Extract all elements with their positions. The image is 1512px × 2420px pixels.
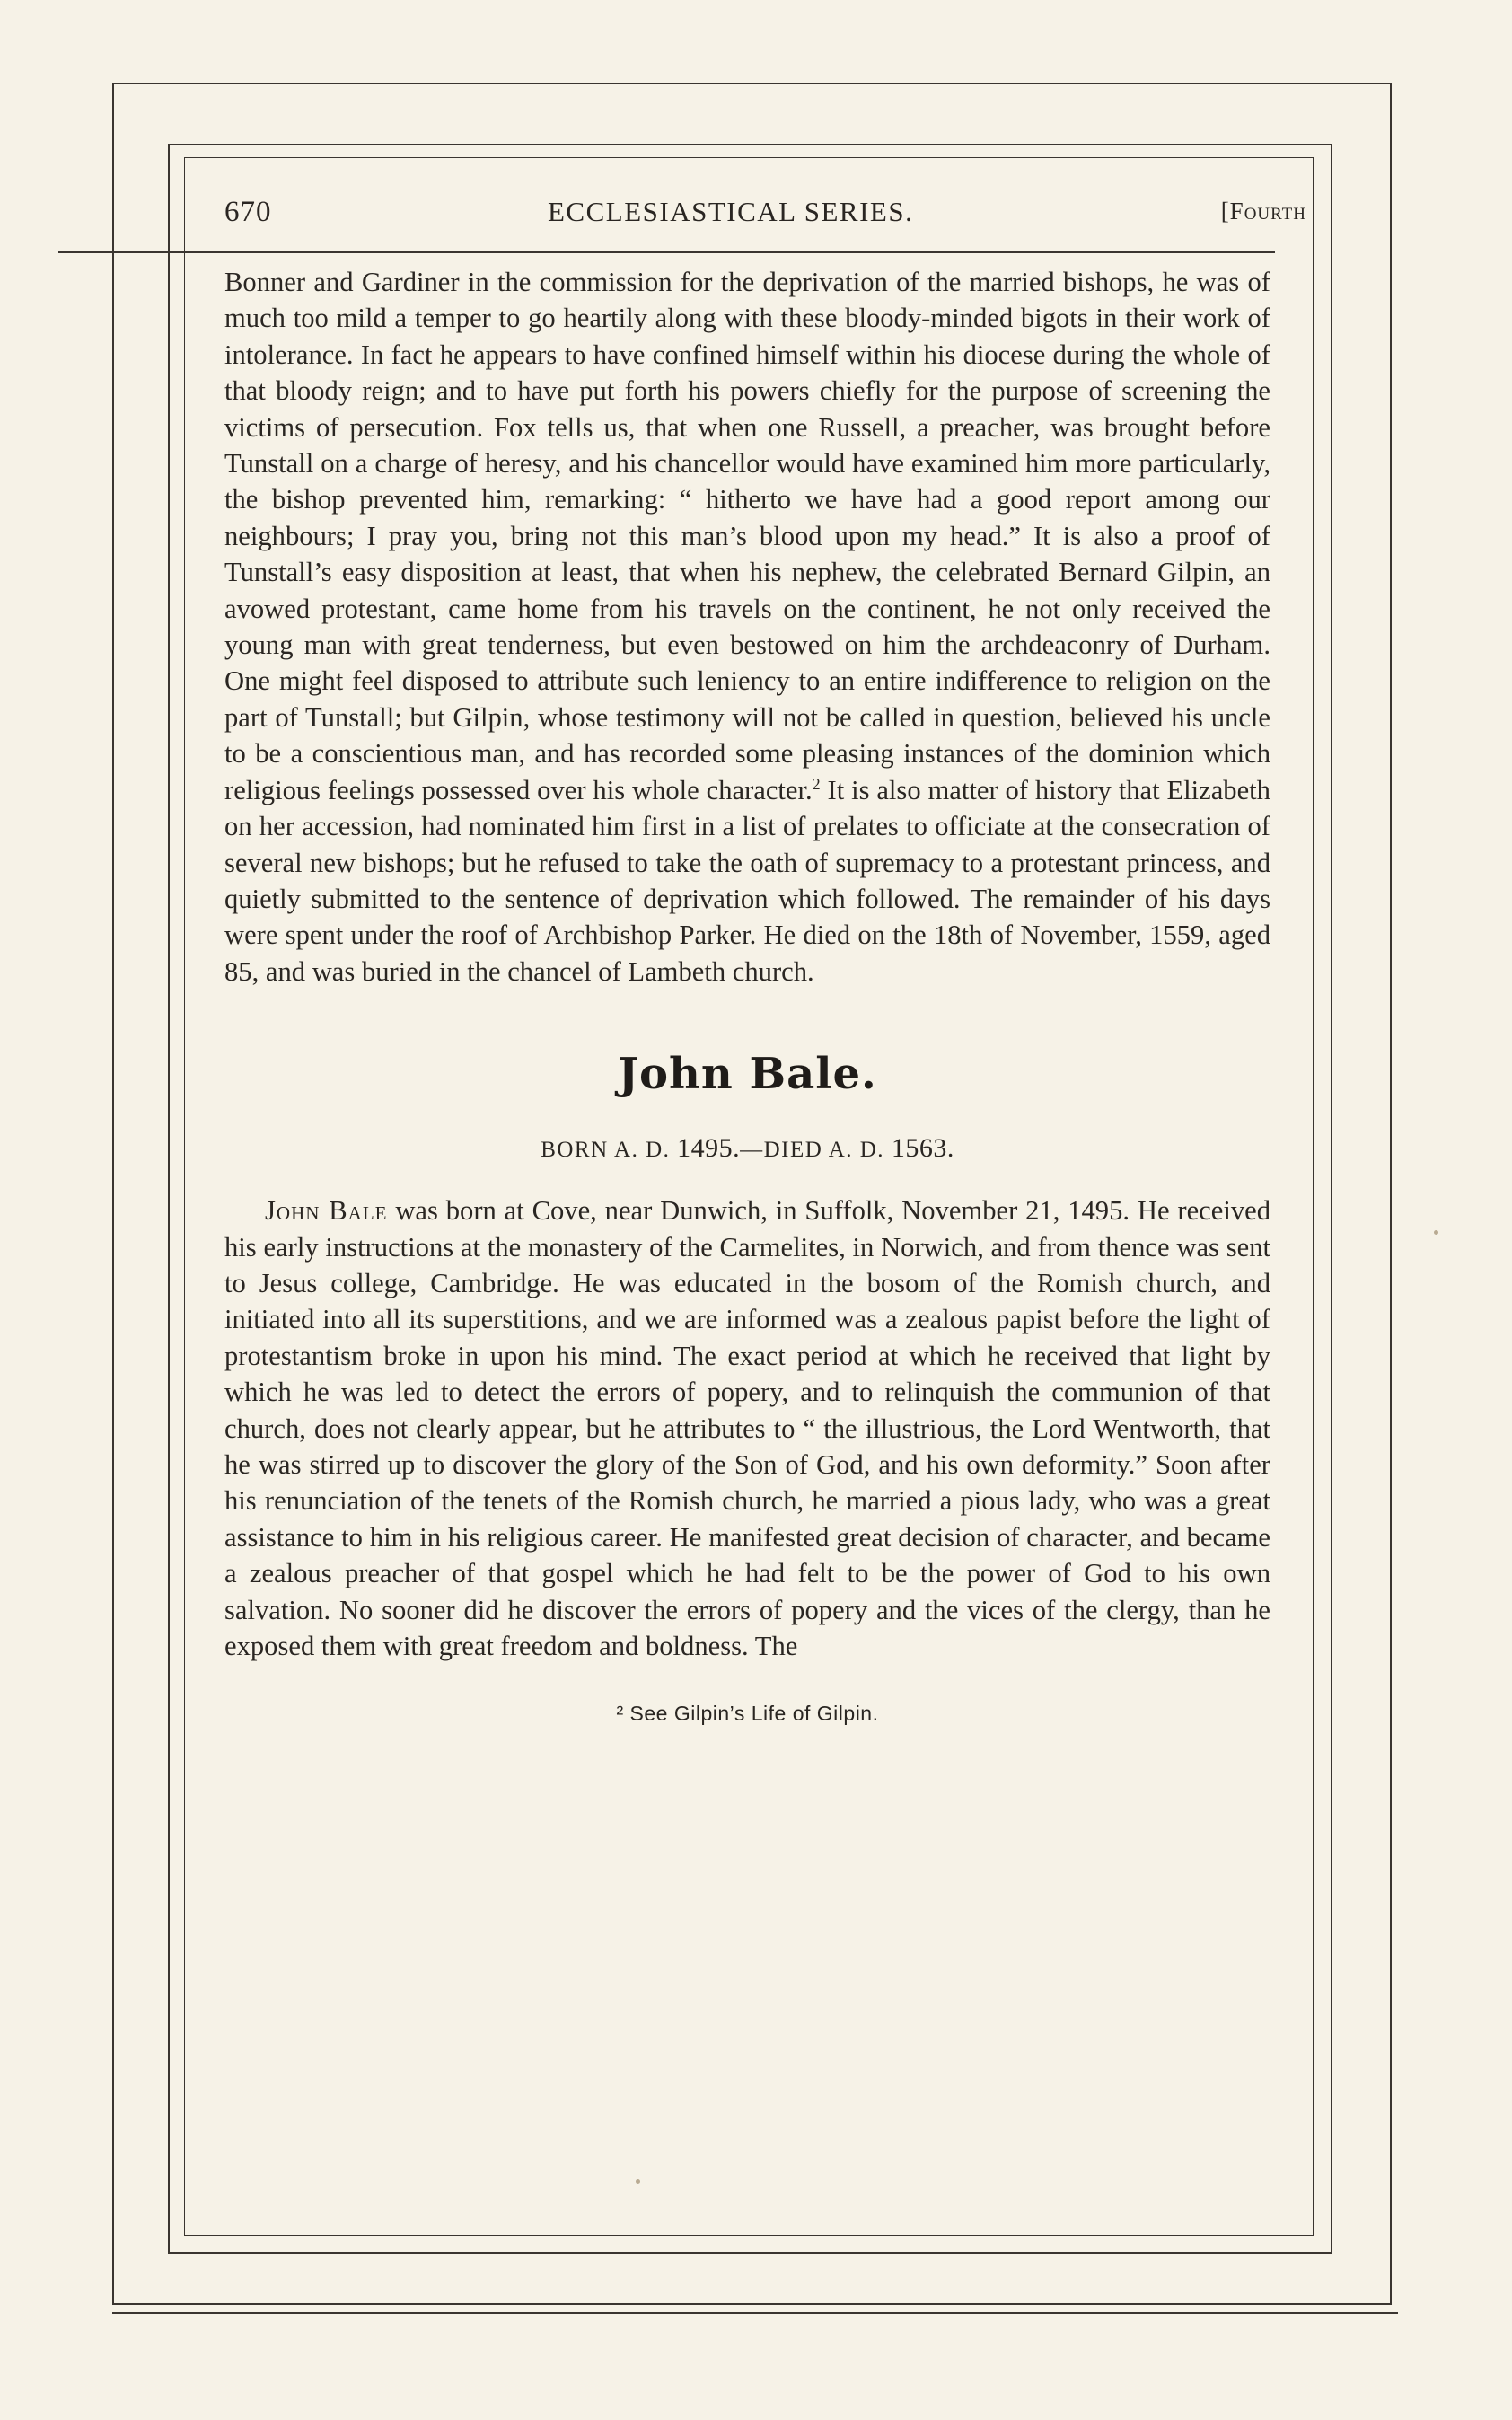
subject-name: John Bale [265, 1195, 388, 1227]
footnote-text: See Gilpin’s Life of Gilpin. [623, 1702, 879, 1726]
page-content [224, 180, 1306, 1726]
paragraph-tunstall [224, 264, 1270, 990]
died-label: —DIED A. D. [740, 1138, 885, 1163]
paper-speck [636, 2179, 640, 2184]
footnote-reference: 2 [812, 774, 821, 793]
page-number: 670 [224, 196, 272, 228]
born-year: 1495. [677, 1133, 741, 1164]
biography-title: John Bale. [618, 1049, 877, 1100]
birth-death-dates [224, 1133, 1270, 1164]
footnote-mark: ² [616, 1702, 624, 1726]
section-label: [Fourth [1220, 198, 1306, 224]
footnote [224, 1702, 1270, 1726]
series-title: ECCLESIASTICAL SERIES. [548, 196, 914, 227]
born-label: BORN A. D. [541, 1138, 671, 1163]
died-year: 1563. [891, 1133, 954, 1164]
paragraph-text: It is also matter of history that Elizabeth on her accession, had nominated him first in a list of prelates to officiate at the consecration of several new bishops; but he refused to take the oath of supremacy to a protestant princess, and quietly submitted to the sentence of deprivation which followed. The remainder of his days were spent under the roof of Archbishop Parker. He died on the 18th of November, 1559, aged 85, and was buried in the chancel of Lambeth church. [224, 774, 1270, 987]
bottom-page-rule [112, 2312, 1398, 2314]
paragraph-text: Bonner and Gardiner in the commission for the deprivation of the married bishops, he was of much too mild a temper to go heartily along with these bloody-minded bigots in their work of intolerance. In fact he appears to have confined himself within his diocese during the whole of that bloody reign; and to have put forth his powers chiefly for the purpose of screening the victims of persecution. Fox tells us, that when one Russell, a preacher, was brought before Tunstall on a charge of heresy, and his chancellor would have examined him more particularly, the bishop prevented him, remarking: “ hitherto we have had a good report among our neighbours; I pray you, bring not this man’s blood upon my head.” It is also a proof of Tunstall’s easy disposition at least, that when his nephew, the celebrated Bernard Gilpin, an avowed protestant, came home from his travels on the continent, he not only received the young man with great tenderness, but even bestowed on him the archdeaconry of Durham. One might feel disposed to attribute such leniency to an entire indifference to religion on the part of Tunstall; but Gilpin, whose testimony will not be called in question, believed his uncle to be a conscientious man, and has recorded some pleasing instances of the dominion which religious feelings possessed over his whole character. [224, 267, 1270, 805]
paragraph-bale [224, 1192, 1270, 1664]
running-header [224, 180, 1306, 233]
paper-speck [1434, 1230, 1438, 1235]
paragraph-text: was born at Cove, near Dunwich, in Suffolk, November 21, 1495. He received his early instructions at the monastery of the Carmelites, in Norwich, and from thence was sent to Jesus college, Cambridge. He was educated in the bosom of the Romish church, and initiated into all its superstitions, and we are informed was a zealous papist before the light of protestantism broke in upon his mind. The exact period at which he received that light by which he was led to detect the errors of popery, and to relinquish the communion of that church, does not clearly appear, but he attributes to “ the illustrious, the Lord Wentworth, that he was stirred up to discover the glory of the Son of God, and his own deformity.” Soon after his renunciation of the tenets of the Romish church, he married a pious lady, who was a great assistance to him in his religious career. He manifested great decision of character, and became a zealous preacher of that gospel which he had felt to be the power of God to his own salvation. No sooner did he discover the errors of popery and the vices of the clergy, than he exposed them with great freedom and boldness. The [224, 1195, 1270, 1661]
